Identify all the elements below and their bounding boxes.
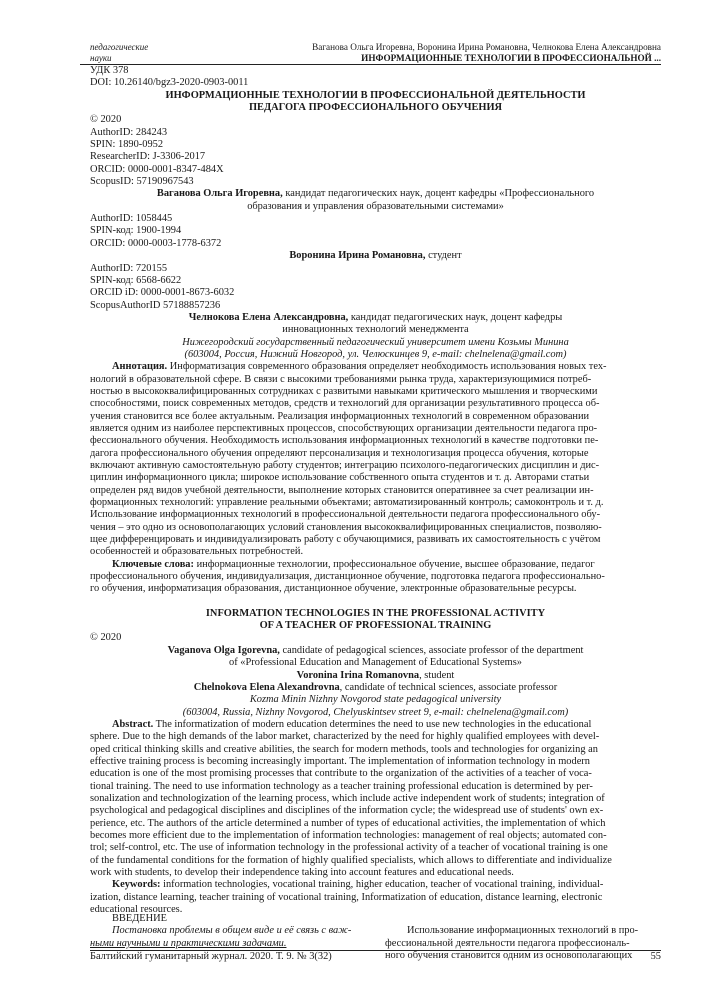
intro-subheading: Постановка проблемы в общем виде и её связь с важ- xyxy=(112,925,352,937)
author2-id-line: AuthorID: 1058445 xyxy=(90,213,173,225)
en-author3 xyxy=(90,682,661,694)
en-abstract xyxy=(90,719,661,879)
ru-author2 xyxy=(90,250,661,262)
author1-id-line: AuthorID: 284243 xyxy=(90,126,168,138)
en-abstract-line: of the fundamental conditions for the formation of highly qualified specialists, which allows to differentiate and individualize xyxy=(90,854,612,866)
en-affiliation: Kozma Minin Nizhny Novgorod state pedagogical university xyxy=(249,694,502,706)
ru-author2-desc: студент xyxy=(425,250,462,262)
en-author3-name: Chelnokova Elena Alexandrovna xyxy=(193,681,340,693)
en-keywords-line: educational resources. xyxy=(90,904,183,916)
ru-keywords-label: Ключевые слова: xyxy=(112,558,194,570)
ru-abstract-line: учения становится все более актуальным. Реализация информационных технологий в современном образовании xyxy=(90,410,590,422)
en-author1 xyxy=(90,645,661,657)
udk-code: УДК 378 xyxy=(90,65,129,76)
author1-id-line: ScopusID: 57190967543 xyxy=(90,176,194,188)
en-keywords-line: Keywords: information technologies, vocational training, higher education, teacher of vocational training, individual- xyxy=(112,879,604,891)
ru-abstract-line: Использование информационных технологий в профессиональной деятельности педагога профессионального обу- xyxy=(90,509,601,521)
en-abstract-line: effective training process is becoming increasingly important. The implementation of information technology in modern xyxy=(90,755,590,767)
ru-abstract-line: щее дифференцировать и индивидуализировать работу с обучающимися, развивать их самостоятельность с учётом xyxy=(90,534,601,546)
en-author2-name: Voronina Irina Romanovna xyxy=(296,669,420,681)
en-author2 xyxy=(90,670,661,682)
en-abstract-line: sonalization and technologization of the learning process, which include active independent work of students; integration of xyxy=(90,792,605,804)
section-label-line2: науки xyxy=(90,52,112,63)
ru-keywords-line: профессионального обучения, индивидуализация, дистанционное обучение, подготовка педагога профессионально- xyxy=(90,571,605,583)
running-header-article-title: ИНФОРМАЦИОННЫЕ ТЕХНОЛОГИИ В ПРОФЕССИОНАЛЬНОЙ ... xyxy=(361,52,661,63)
en-keywords-line: ization, distance learning, teacher training of vocational training, Informatization of education, distance learning, electronic xyxy=(90,891,603,903)
running-header-title xyxy=(312,42,661,63)
ru-author3-name: Челнокова Елена Александровна, xyxy=(188,311,349,323)
en-abstract-line: perience, etc. The authors of the article determined a number of types of educational activities, the implementation of which xyxy=(90,817,606,829)
en-author1-desc: candidate of pedagogical sciences, associate professor of the department xyxy=(279,644,584,656)
ru-abstract-line: является одним из наиболее перспективных процессов, способствующих организации деятельности педагога про- xyxy=(90,422,598,434)
ru-abstract-line: нологий в образовательной сфере. В связи с высокими требованиями рынка труда, характеризующимися потреб- xyxy=(90,373,592,385)
ru-author1-desc: кандидат педагогических наук, доцент кафедры «Профессионального xyxy=(282,188,595,200)
en-copyright: © 2020 xyxy=(90,632,122,644)
ru-abstract-line: Аннотация. Информатизация современного образования определяет необходимость использования новых тех- xyxy=(112,361,607,373)
ru-author3 xyxy=(90,312,661,324)
running-header-authors: Ваганова Ольга Игоревна, Воронина Ирина Романовна, Челнокова Елена Александровна xyxy=(312,42,661,52)
ru-keywords-line: Ключевые слова: информационные технологии, профессиональное обучение, высшее образование, педагог xyxy=(112,558,595,570)
en-abstract-line: psychological and pedagogical disciplines and disciplines of the information cycle; the widespread use of students' own ex- xyxy=(90,805,604,817)
body-text-line: Использование информационных технологий в про- xyxy=(407,925,639,937)
page-footer xyxy=(90,951,661,963)
en-author1-name: Vaganova Olga Igorevna, xyxy=(167,644,280,656)
author1-id-line: ORCID: 0000-0001-8347-484X xyxy=(90,163,224,175)
author3-id-line: AuthorID: 720155 xyxy=(90,262,168,274)
author1-id-line: SPIN: 1890-0952 xyxy=(90,139,164,151)
en-author1-desc-line2: of «Professional Education and Management of Educational Systems» xyxy=(229,657,522,669)
author2-id-line: ORCID: 0000-0003-1778-6372 xyxy=(90,237,222,249)
en-abstract-line: Abstract. The informatization of modern education determines the need to use new technologies in the educational xyxy=(112,718,592,730)
en-affiliation-address: (603004, Russia, Nizhny Novgorod, Chelyuskintsev street 9, e-mail: chelnelena@gmail.com) xyxy=(182,706,569,718)
ru-abstract-label: Аннотация. xyxy=(112,361,168,373)
ru-abstract-line: включают активную самостоятельную работу студентов; интеграцию психолого-педагогических дисциплин и дис- xyxy=(90,460,600,471)
ru-author1-desc-line2: образования и управления образовательными системами» xyxy=(247,200,504,212)
en-author2-desc: , student xyxy=(419,669,455,681)
en-title-line1: INFORMATION TECHNOLOGIES IN THE PROFESSIONAL ACTIVITY xyxy=(205,607,546,619)
ru-abstract-line: особенностей и образовательных потребностей. xyxy=(90,546,304,558)
ru-title-line1: ИНФОРМАЦИОННЫЕ ТЕХНОЛОГИИ В ПРОФЕССИОНАЛЬНОЙ ДЕЯТЕЛЬНОСТИ xyxy=(165,89,586,101)
ru-author1 xyxy=(90,188,661,200)
ru-author3-desc-line2: инновационных технологий менеджмента xyxy=(282,324,469,336)
article-content xyxy=(90,65,661,916)
ru-author2-name: Воронина Ирина Романовна, xyxy=(289,250,426,262)
author1-id-line: ResearcherID: J-3306-2017 xyxy=(90,151,206,163)
en-keywords-label: Keywords: xyxy=(112,879,161,891)
en-abstract-line: oped critical thinking skills and creative abilities, the search for modern methods, tools and technologies for organizing an xyxy=(90,743,598,755)
author2-id-line: SPIN-код: 1900-1994 xyxy=(90,225,182,237)
en-abstract-line: tional training. The need to use information technology as a teacher training professional education is determined by per- xyxy=(90,780,593,792)
en-keywords xyxy=(90,879,661,916)
ru-keywords xyxy=(90,559,661,596)
author3-id-line: ScopusAuthorID 57188857236 xyxy=(90,299,221,311)
author3-id-line: ORCID iD: 0000-0001-8673-6032 xyxy=(90,287,235,299)
ru-author3-desc: кандидат педагогических наук, доцент кафедры xyxy=(348,311,563,323)
en-abstract-line: sphere. Due to the high demands of the labor market, characterized by the need for highly qualified employees with devel- xyxy=(90,731,600,743)
ru-abstract xyxy=(90,361,661,559)
en-abstract-line: education is one of the most promising processes that contribute to the organization of the activities of a teacher of voca- xyxy=(90,768,592,780)
section-label-line1: педагогические xyxy=(90,42,149,52)
ru-abstract-line: фессионального обучения. Необходимость использования информационных технологий в качестве подготовки пе- xyxy=(90,435,599,447)
ru-affiliation: Нижегородский государственный педагогический университет имени Козьмы Минина xyxy=(182,336,569,348)
ru-keywords-line: го обучения, информатизация образования, дистанционное обучение, электронные образовательные ресурсы. xyxy=(90,583,577,595)
ru-abstract-line: дагога профессионального обучения определяют персонализация и технологизация процесса обучения, которые xyxy=(90,447,589,459)
ru-affiliation-address: (603004, Россия, Нижний Новгород, ул. Челюскинцев 9, e-mail: chelnelena@gmail.com) xyxy=(184,348,567,360)
body-text-line: ного обучения становится одним из основополагающих xyxy=(385,950,633,962)
ru-abstract-line: определен ряд видов учебной деятельности, выполнение которых становится оперативнее за счет реализации ин- xyxy=(90,484,594,496)
body-text-line: фессиональной деятельности педагога профессиональ- xyxy=(385,937,630,949)
ru-abstract-line: циплин информационного цикла; широкое использование собственного опыта студентов и т. д. Авторами статьи xyxy=(90,472,590,484)
journal-citation: Балтийский гуманитарный журнал. 2020. Т. 9. № 3(32) xyxy=(90,951,332,962)
ru-abstract-line: ностью в высококвалифицированных сотрудниках с развитыми навыками критического мышления и творческими xyxy=(90,385,598,397)
en-abstract-line: becomes more efficient due to the implementation of information technologies: management of real objects; automated con- xyxy=(90,829,607,841)
ru-copyright: © 2020 xyxy=(90,114,122,126)
running-header-section xyxy=(90,42,148,63)
en-abstract-line: trol; self-control, etc. The use of information technology in the professional activity of a teacher of vocational training is one xyxy=(90,842,608,854)
ru-abstract-line: чения – это одно из основополагающих условий становления высококвалифицированных специалистов, позволяю- xyxy=(90,521,602,533)
ru-author1-name: Ваганова Ольга Игоревна, xyxy=(156,188,283,200)
intro-subheading-cont: ными научными и практическими задачами. xyxy=(90,937,287,949)
author3-id-line: SPIN-код: 6568-6622 xyxy=(90,274,182,286)
en-abstract-line: work with students, to develop their independence taking into account features and educational needs. xyxy=(90,867,514,878)
page-number: 55 xyxy=(650,951,661,962)
doi: DOI: 10.26140/bgz3-2020-0903-0011 xyxy=(90,77,249,89)
en-abstract-label: Abstract. xyxy=(112,718,154,730)
en-author3-desc: , candidate of technical sciences, associate professor xyxy=(339,681,558,693)
intro-heading: ВВЕДЕНИЕ xyxy=(112,913,167,924)
ru-abstract-line: способностями, поиск современных методов, средств и технологий для организации результативного процесса об- xyxy=(90,398,600,410)
en-title-line2: OF A TEACHER OF PROFESSIONAL TRAINING xyxy=(259,620,492,632)
ru-abstract-line: формационных технологий: управление реальными объектами; автоматизированный контроль; самоконтроль и т. д. xyxy=(90,497,604,509)
ru-title-line2: ПЕДАГОГА ПРОФЕССИОНАЛЬНОГО ОБУЧЕНИЯ xyxy=(248,102,503,114)
